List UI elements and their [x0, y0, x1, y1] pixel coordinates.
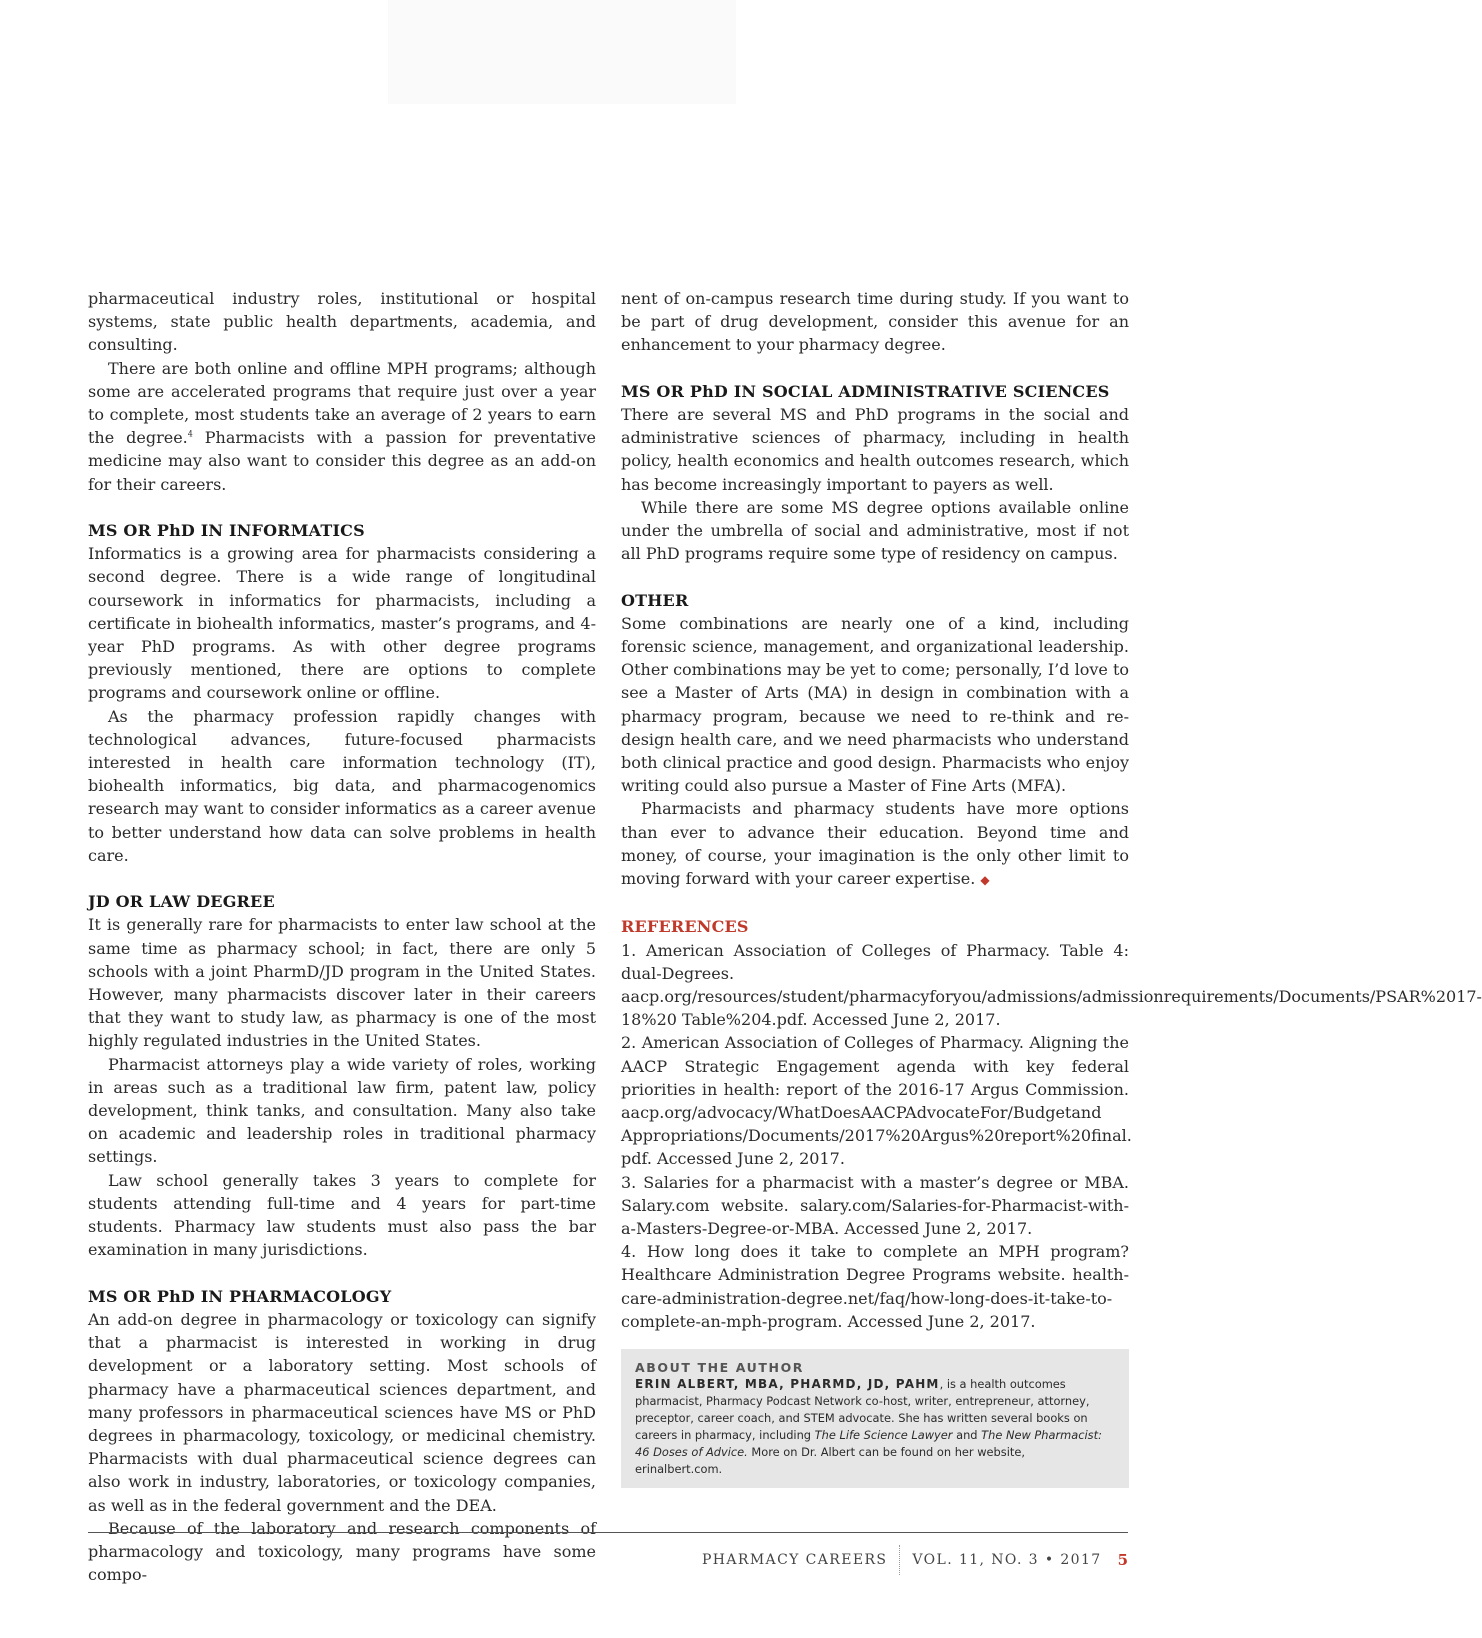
- section-heading-references: REFERENCES: [621, 917, 749, 937]
- book-title: The New Pharmacist: 46 Doses of Advice.: [635, 1428, 1102, 1460]
- left-column: [88, 287, 596, 1586]
- paragraph-text: Pharmacists with a passion for preventative medicine may also want to consider this degree as an add-on for their careers.: [88, 428, 596, 494]
- paragraph: While there are some MS degree options available online under the umbrella of social and administrative, most if not all PhD programs require some type of residency on campus.: [621, 497, 1129, 564]
- paragraph: Because of the laboratory and research components of pharmacology and toxicology, many programs have some compo-: [88, 1518, 596, 1585]
- paragraph: An add-on degree in pharmacology or toxicology can signify that a pharmacist is interested in working in drug development or a laboratory setting. Most schools of pharmacy have a pharmaceutical sciences department, and many professors in pharmaceutical sciences have MS or PhD degrees in pharmacology, toxicology, or medicinal chemistry. Pharmacists with dual pharmaceutical science degrees can also work in industry, laboratories, or toxicology companies, as well as in the federal government and the DEA.: [88, 1309, 596, 1515]
- about-author-box: [621, 1349, 1129, 1488]
- section-heading-law: JD OR LAW DEGREE: [88, 892, 275, 912]
- book-title: The Life Science Lawyer: [814, 1428, 953, 1443]
- reference-item: 2. American Association of Colleges of Pharmacy. Aligning the AACP Strategic Engagement agenda with key federal priorities in health: report of the 2016-17 Argus Commission. aacp.org/advocacy/WhatDoesAACPAdvocateFor/Budgetand Appropriations/Documents/2017%20Argus%20report%20final. pdf. Accessed June 2, 2017.: [621, 1033, 1132, 1169]
- paragraph: [621, 797, 1129, 892]
- references-list: [621, 939, 1482, 1333]
- reference-item: 1. American Association of Colleges of Pharmacy. Table 4: dual-Degrees. aacp.org/resources/student/pharmacyforyou/admissions/admissionrequirements/Documents/PSAR%2017-18%20 Table%204.pdf. Accessed June 2, 2017.: [621, 940, 1482, 1030]
- paragraph: nent of on-campus research time during study. If you want to be part of drug development, consider this avenue for an enhancement to your pharmacy degree.: [621, 289, 1129, 355]
- paragraph: As the pharmacy profession rapidly changes with technological advances, future-focused pharmacists interested in health care information technology (IT), biohealth informatics, big data, and pharmacogenomics research may want to consider informatics as a career avenue to better understand how data can solve problems in health care.: [88, 706, 596, 865]
- about-author-heading: ABOUT THE AUTHOR: [635, 1360, 805, 1376]
- paragraph: Law school generally takes 3 years to complete for students attending full-time and 4 years for part-time students. Pharmacy law students must also pass the bar examination in many jurisdictions.: [88, 1170, 596, 1260]
- reference-item: 3. Salaries for a pharmacist with a master’s degree or MBA. Salary.com website. salary.com/Salaries-for-Pharmacist-with-a-Masters-Degree-or-MBA. Accessed June 2, 2017.: [621, 1172, 1129, 1239]
- paragraph: [88, 357, 596, 496]
- paragraph: Pharmacist attorneys play a wide variety of roles, working in areas such as a traditional law firm, patent law, policy development, think tanks, and consultation. Many also take on academic and leadership roles in traditional pharmacy settings.: [88, 1054, 596, 1167]
- paragraph: Informatics is a growing area for pharmacists considering a second degree. There is a wide range of longitudinal coursework in informatics for pharmacists, including a certificate in biohealth informatics, master’s programs, and 4-year PhD programs. As with other degree programs previously mentioned, there are options to complete programs and coursework online or offline.: [88, 544, 596, 703]
- author-bio: [635, 1376, 1115, 1478]
- section-heading-pharmacology: MS OR PhD IN PHARMACOLOGY: [88, 1286, 392, 1306]
- footer-separator: [899, 1545, 900, 1575]
- author-bio-text: More on Dr. Albert can be found on her website, erinalbert.com.: [635, 1445, 1025, 1477]
- right-column: [621, 287, 1482, 1488]
- paragraph-text: Pharmacists and pharmacy students have more options than ever to advance their education. Beyond time and money, of course, your imagination is the only other limit to moving forward with your career expertise.: [621, 799, 1129, 889]
- ad-placeholder: [388, 0, 736, 104]
- reference-item: 4. How long does it take to complete an MPH program? Healthcare Administration Degree Programs website. health-care-administration-degree.net/faq/how-long-does-it-take-to-complete-an-mph-program. Accessed June 2, 2017.: [621, 1242, 1129, 1331]
- page-footer: [702, 1545, 1128, 1575]
- paragraph-text: There are both online and offline MPH programs; although some are accelerated programs that require just over a year to complete, most students take an average of 2 years to earn the degree.: [88, 358, 596, 448]
- page-number: 5: [1117, 1551, 1128, 1569]
- author-bio-text: and: [952, 1428, 982, 1443]
- author-name: ERIN ALBERT, MBA, PHARMD, JD, PAHM: [635, 1377, 940, 1392]
- publication-name: PHARMACY CAREERS: [701, 1552, 888, 1568]
- section-heading-informatics: MS OR PhD IN INFORMATICS: [88, 521, 365, 541]
- end-mark-icon: ◆: [980, 873, 990, 888]
- issue-info: VOL. 11, NO. 3 • 2017: [912, 1552, 1102, 1568]
- paragraph: pharmaceutical industry roles, institutional or hospital systems, state public health departments, academia, and consulting.: [88, 289, 596, 355]
- section-heading-social: MS OR PhD IN SOCIAL ADMINISTRATIVE SCIENCES: [621, 381, 1110, 401]
- author-bio-text: , is a health outcomes pharmacist, Pharmacy Podcast Network co-host, writer, entrepreneur, attorney, preceptor, career coach, and STEM advocate. She has written several books on careers in pharmacy, including: [635, 1377, 1090, 1443]
- paragraph: It is generally rare for pharmacists to enter law school at the same time as pharmacy school; in fact, there are only 5 schools with a joint PharmD/JD program in the United States. However, many pharmacists discover later in their careers that they want to study law, as pharmacy is one of the most highly regulated industries in the United States.: [88, 915, 596, 1051]
- paragraph: Some combinations are nearly one of a kind, including forensic science, management, and organizational leadership. Other combinations may be yet to come; personally, I’d love to see a Master of Arts (MA) in design in combination with a pharmacy program, because we need to re-think and re-design health care, and we need pharmacists who understand both clinical practice and good design. Pharmacists who enjoy writing could also pursue a Master of Fine Arts (MFA).: [621, 613, 1129, 796]
- footnote-ref: 4: [187, 429, 193, 439]
- paragraph: There are several MS and PhD programs in the social and administrative sciences of pharmacy, including in health policy, health economics and health outcomes research, which has become increasingly important to payers as well.: [621, 405, 1129, 494]
- section-heading-other: OTHER: [621, 590, 689, 610]
- footer-divider: [88, 1532, 1128, 1533]
